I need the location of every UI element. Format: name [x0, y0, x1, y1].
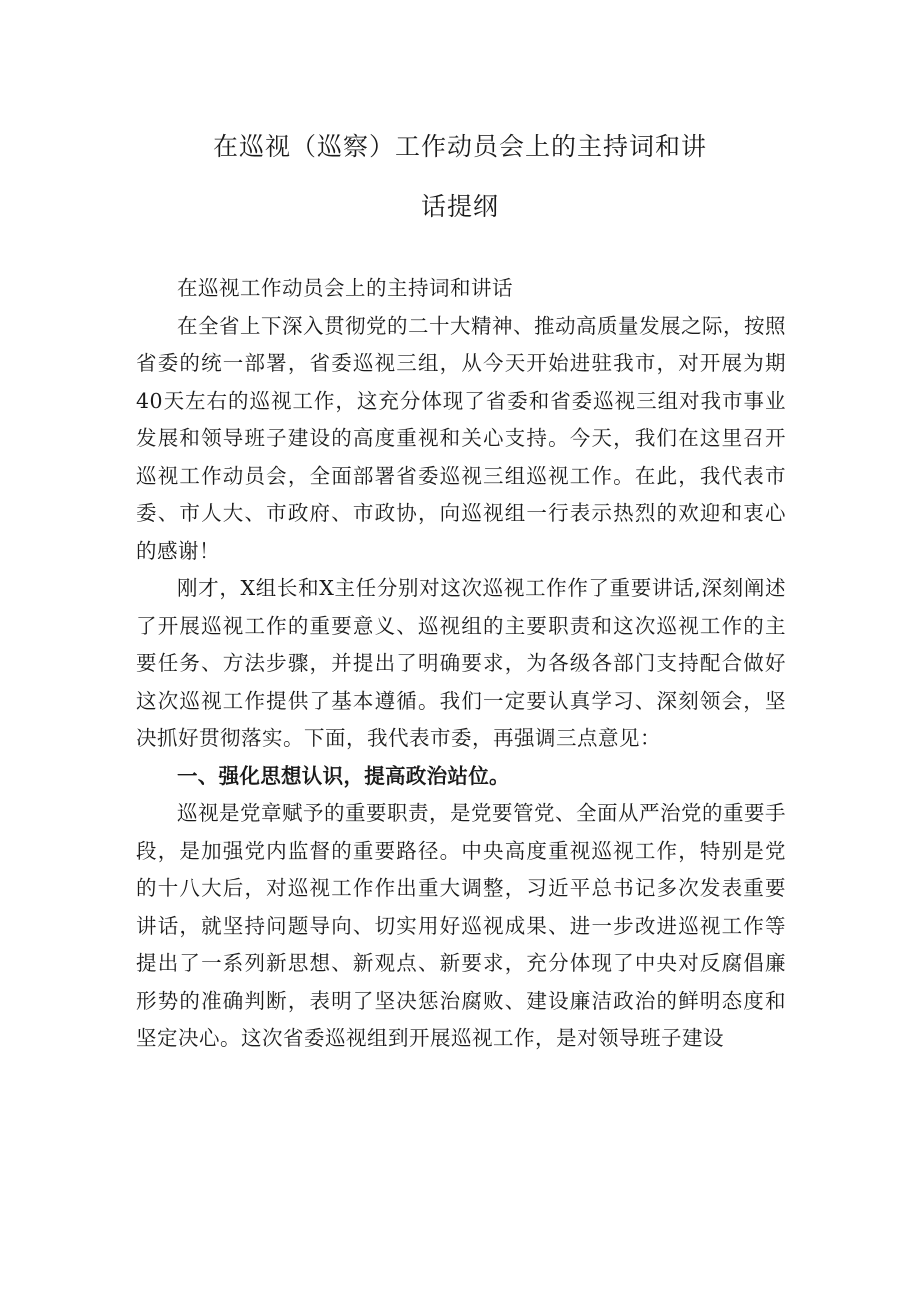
section-heading: 一、强化思想认识，提高政治站位。	[177, 763, 510, 788]
paragraph-1: 在全省上下深入贯彻党的二十大精神、推动高质量发展之际，按照省委的统一部署，省委巡视三组，从今天开始进驻我市，对开展为期40天左右的巡视工作，这充分体现了省委和省委巡视三组对我市事业发展和领导班子建设的高度重视和关心支持。今天，我们在这里召开巡视工作动员会，全面部署省委巡视三组巡视工作。在此，我代表市委、市人大、市政府、市政协，向巡视组一行表示热烈的欢迎和衷心的感谢！	[136, 313, 786, 563]
document-subtitle: 在巡视工作动员会上的主持词和讲话	[177, 276, 513, 300]
document-body	[136, 270, 786, 1058]
paragraph-2: 刚才，X组长和X主任分别对这次巡视工作作了重要讲话,深刻阐述了开展巡视工作的重要意义、巡视组的主要职责和这次巡视工作的主要任务、方法步骤，并提出了明确要求，为各级各部门支持配合做好这次巡视工作提供了基本遵循。我们一定要认真学习、深刻领会，坚决抓好贯彻落实。下面，我代表市委，再强调三点意见：	[136, 576, 786, 750]
document-title-line-1: 在巡视（巡察）工作动员会上的主持词和讲	[212, 132, 707, 161]
section-paragraph: 巡视是党章赋予的重要职责，是党要管党、全面从严治党的重要手段，是加强党内监督的重要路径。中央高度重视巡视工作，特别是党的十八大后，对巡视工作作出重大调整，习近平总书记多次发表重要讲话，就坚持问题导向、切实用好巡视成果、进一步改进巡视工作等提出了一系列新思想、新观点、新要求，充分体现了中央对反腐倡廉形势的准确判断，表明了坚决惩治腐败、建设廉洁政治的鲜明态度和坚定决心。这次省委巡视组到开展巡视工作，是对领导班子建设	[136, 801, 786, 1050]
document-title-line-2: 话提纲	[420, 192, 499, 221]
